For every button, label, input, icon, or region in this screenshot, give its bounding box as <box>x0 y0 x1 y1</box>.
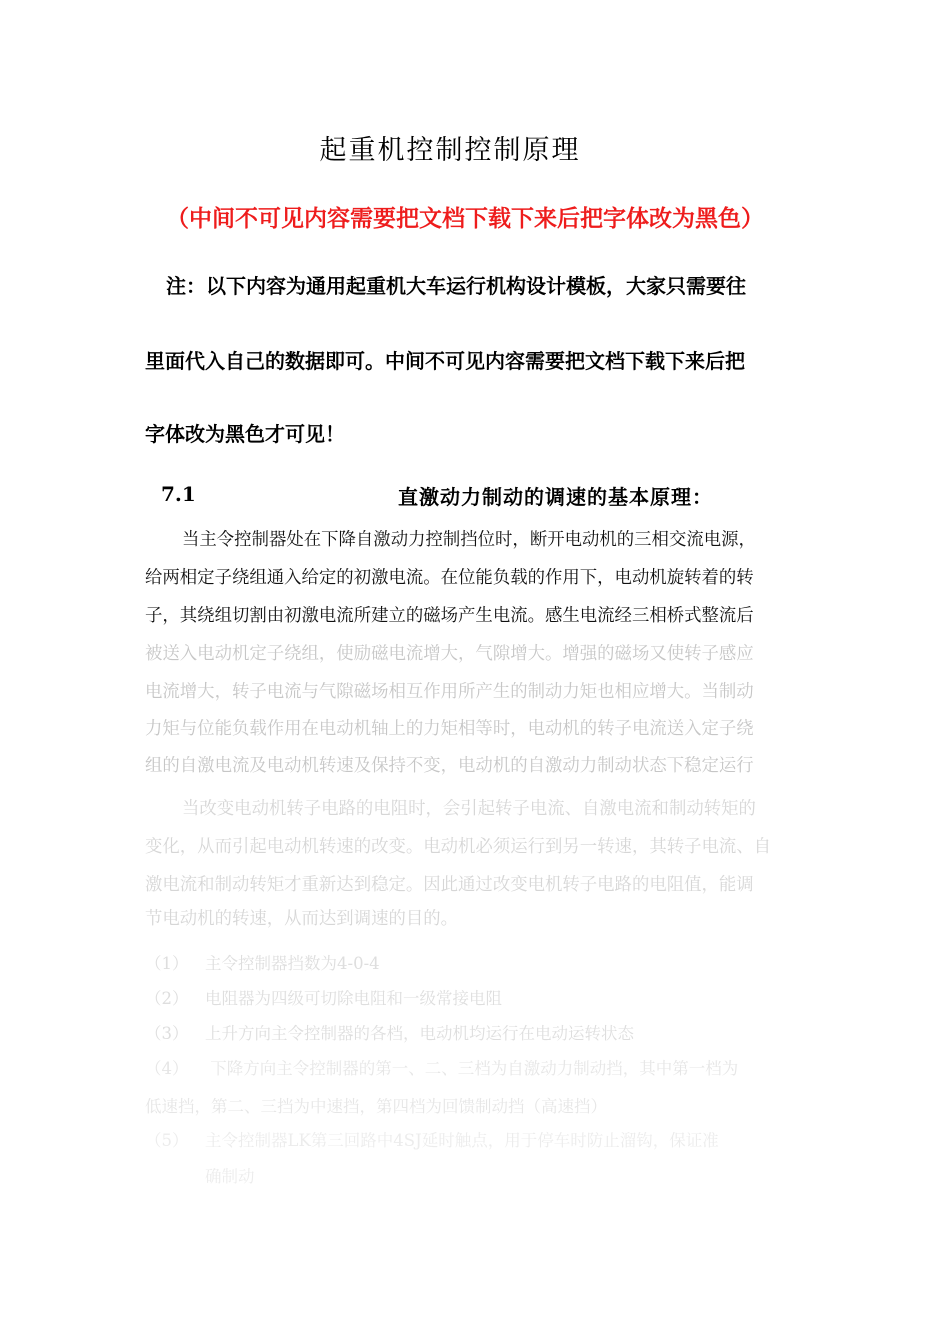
paragraph-line: 给两相定子绕组通入给定的初激电流。在位能负载的作用下，电动机旋转着的转 <box>145 568 754 588</box>
list-item-text: 上升方向主令控制器的各档，电动机均运行在电动运转状态 <box>205 1024 634 1043</box>
red-notice: （中间不可见内容需要把文档下载下来后把字体改为黑色） <box>166 206 764 232</box>
list-item-text: 电阻器为四级可切除电阻和一级常接电阻 <box>205 989 502 1008</box>
list-item-number: （2） <box>145 989 189 1008</box>
list-item <box>145 1058 738 1080</box>
list-item-number: （4） <box>145 1059 189 1078</box>
list-item <box>145 953 380 975</box>
list-item-number: （1） <box>145 954 189 973</box>
list-item-text: 主令控制器挡数为4-0-4 <box>205 954 380 973</box>
section-title: 直激动力制动的调速的基本原理： <box>398 485 713 509</box>
list-item-continuation: 确制动 <box>205 1167 255 1186</box>
paragraph-line: 力矩与位能负载作用在电动机轴上的力矩相等时，电动机的转子电流送入定子绕 <box>145 719 754 739</box>
paragraph-line: 子，其绕组切割由初激电流所建立的磁场产生电流。感生电流经三相桥式整流后 <box>145 606 754 626</box>
paragraph-line: 组的自激电流及电动机转速及保持不变，电动机的自激动力制动状态下稳定运行 <box>145 756 754 776</box>
list-item-number: （3） <box>145 1024 189 1043</box>
paragraph-line: 被送入电动机定子绕组，使励磁电流增大，气隙增大。增强的磁场又使转子感应 <box>145 644 754 664</box>
list-item-text: 主令控制器LK第三回路中4SJ延时触点，用于停车时防止溜钩，保证准 <box>205 1131 719 1150</box>
notice-line-3: 字体改为黑色才可见！ <box>145 422 345 446</box>
paragraph-line: 节电动机的转速，从而达到调速的目的。 <box>145 909 459 929</box>
paragraph-line: 变化，从而引起电动机转速的改变。电动机必须运行到另一转速，其转子电流、自 <box>145 837 772 857</box>
document-title: 起重机控制控制原理 <box>319 135 581 166</box>
list-item <box>145 988 502 1010</box>
paragraph-line: 当主令控制器处在下降自激动力控制挡位时，断开电动机的三相交流电源， <box>182 530 756 550</box>
paragraph-line: 电流增大，转子电流与气隙磁场相互作用所产生的制动力矩也相应增大。当制动 <box>145 682 754 702</box>
list-item <box>145 1023 634 1045</box>
notice-line-1: 注：以下内容为通用起重机大车运行机构设计模板，大家只需要往 <box>166 274 746 298</box>
paragraph-line: 激电流和制动转矩才重新达到稳定。因此通过改变电机转子电路的电阻值，能调 <box>145 875 754 895</box>
section-number: 7.1 <box>161 482 196 506</box>
list-item-number: （5） <box>145 1131 189 1150</box>
list-item-text: 下降方向主令控制器的第一、二、三档为自激动力制动挡，其中第一档为 <box>205 1059 739 1078</box>
notice-line-2: 里面代入自己的数据即可。中间不可见内容需要把文档下载下来后把 <box>145 349 745 373</box>
list-item-continuation: 低速挡，第二、三挡为中速挡，第四档为回馈制动挡（高速挡） <box>145 1097 607 1116</box>
paragraph-line: 当改变电动机转子电路的电阻时，会引起转子电流、自激电流和制动转矩的 <box>182 799 756 819</box>
list-item <box>145 1130 719 1152</box>
